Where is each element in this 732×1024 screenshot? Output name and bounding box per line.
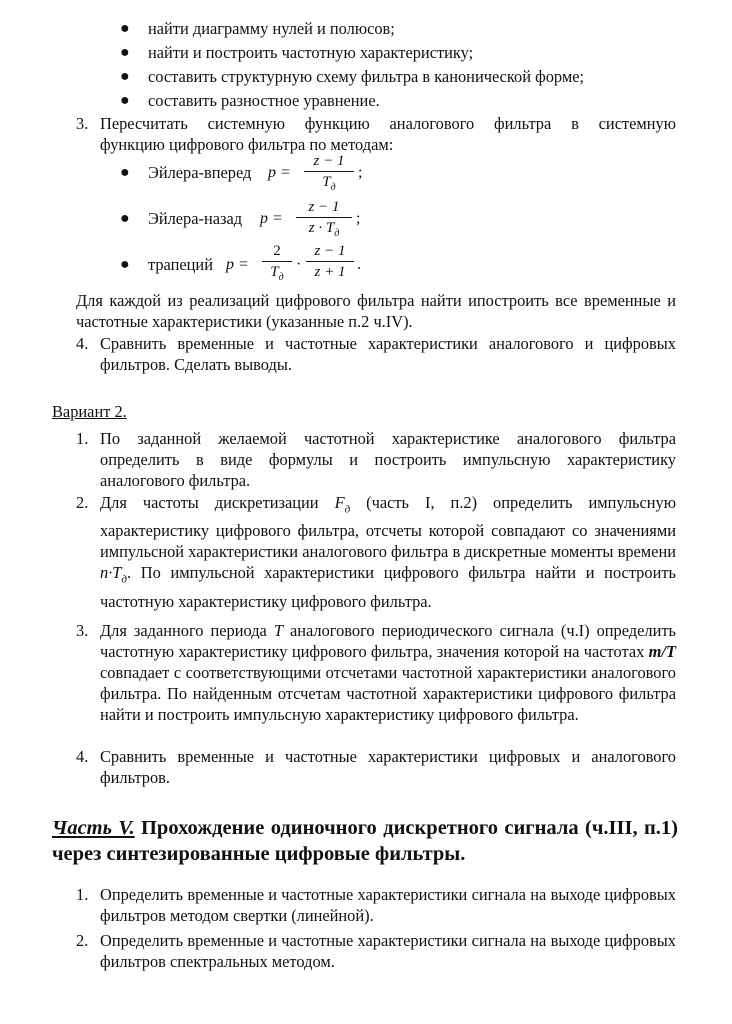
numbered-item-3 [76, 113, 676, 155]
formula-lhs: p = [268, 164, 291, 181]
bullet-dot: ● [120, 164, 130, 181]
numbered-item-4 [76, 333, 676, 375]
fraction-bar [296, 217, 352, 218]
item-number: 3. [76, 114, 89, 133]
item-body: По заданной желаемой частотной характеристике аналогового фильтра определить в виде формулы и построить импульсную характеристику аналогового фильтра. [100, 429, 676, 490]
formula-fraction [304, 152, 354, 197]
item-body [100, 113, 676, 155]
bullet-dot: ● [120, 256, 130, 273]
item-number: 2. [76, 931, 89, 950]
bullet-text: составить структурную схему фильтра в канонической форме; [148, 67, 585, 86]
fraction-denominator: $z \cdot T_д$ [308, 220, 340, 239]
bullet-dot: ● [120, 20, 130, 37]
fraction-bar [304, 171, 354, 172]
fraction-bar [306, 261, 354, 262]
item-body: Определить временные и частотные характеристики сигнала на выходе цифровых фильтров методом свертки (линейной). [100, 885, 676, 925]
fraction-denominator: $T_д$ [322, 174, 336, 193]
item-body: Для заданного периода T аналогового периодического сигнала (ч.I) определить частотную характеристику цифрового фильтра, значения которой на частотах m/T совпадает с соответствующими отсчетами частотной характеристики аналогового фильтра. По найденным отсчетам частотной характеристики цифрового фильтра найти и построить импульсную характеристику цифрового фильтра. [100, 621, 677, 724]
formula-tail: . [357, 256, 361, 273]
bullet-text: составить разностное уравнение. [148, 91, 380, 110]
bullet-dot: ● [120, 68, 130, 85]
method-label: Эйлера-назад [148, 209, 243, 228]
fraction-numerator: 2 [273, 243, 281, 259]
fraction-bar [262, 261, 292, 262]
variant-item-1 [76, 428, 676, 491]
item-number: 4. [76, 747, 89, 766]
bullet-dot: ● [120, 92, 130, 109]
part5-item-1 [76, 884, 676, 926]
method-euler-forward [120, 152, 520, 198]
part-title: Прохождение одиночного дискретного сигнала (ч.III, п.1) через синтезированные цифровые фильтры. [52, 817, 679, 865]
part-heading [52, 815, 678, 867]
variant-item-2 [76, 492, 676, 612]
formula-dot: · [296, 256, 302, 273]
method-trapezoid [120, 242, 520, 288]
variant-heading: Вариант 2. [52, 402, 127, 421]
item-body: Определить временные и частотные характеристики сигнала на выходе цифровых фильтров спектральных методом. [100, 931, 676, 971]
fraction-denominator: $T_д$ [270, 264, 284, 283]
bullet-dot: ● [120, 210, 130, 227]
part5-item-2 [76, 930, 676, 972]
item-number: 1. [76, 885, 89, 904]
formula-fraction [262, 242, 292, 287]
formula-fraction [306, 242, 354, 281]
fraction-numerator: z − 1 [308, 199, 340, 215]
fraction-numerator: z − 1 [314, 243, 346, 259]
method-label: Эйлера-вперед [148, 163, 252, 182]
paragraph: Для каждой из реализаций цифрового фильтра найти ипостроить все временные и частотные характеристики (указанные п.2 ч.IV). [76, 291, 676, 331]
item-body: Сравнить временные и частотные характеристики цифровых и аналогового фильтров. [100, 747, 676, 787]
item-line: функцию цифрового фильтра по методам: [100, 135, 394, 154]
formula-lhs: p = [260, 210, 283, 227]
bullet-text: найти диаграмму нулей и полюсов; [148, 19, 395, 38]
method-label: трапеций [148, 255, 213, 274]
item-number: 4. [76, 334, 89, 353]
fraction-numerator: z − 1 [313, 153, 345, 169]
variant-item-3 [76, 620, 676, 725]
formula-lhs: p = [226, 256, 249, 273]
variant-item-4 [76, 746, 676, 788]
item-line: Пересчитать системную функцию аналогового фильтра в системную [100, 114, 676, 133]
method-euler-backward [120, 198, 520, 244]
item-number: 3. [76, 621, 89, 640]
formula-tail: ; [358, 164, 363, 181]
fraction-denominator: z + 1 [314, 264, 346, 280]
bullet-dot: ● [120, 44, 130, 61]
part-label: Часть V. [52, 817, 135, 839]
formula-tail: ; [356, 210, 361, 227]
item-body: Сравнить временные и частотные характеристики аналогового и цифровых фильтров. Сделать выводы. [100, 334, 676, 374]
item-number: 1. [76, 429, 89, 448]
bullet-text: найти и построить частотную характеристику; [148, 43, 474, 62]
item-body: Для частоты дискретизации $F_д$ (часть I, п.2) определить импульсную характеристику цифрового фильтра, отсчеты которой совпадают со значениями импульсной характеристики аналогового фильтра в дискретные моменты времени $n\cdot T_д$. По импульсной характеристики цифрового фильтра найти и построить частотную характеристику цифрового фильтра. [100, 493, 676, 611]
item-number: 2. [76, 493, 89, 512]
formula-fraction [296, 198, 352, 243]
